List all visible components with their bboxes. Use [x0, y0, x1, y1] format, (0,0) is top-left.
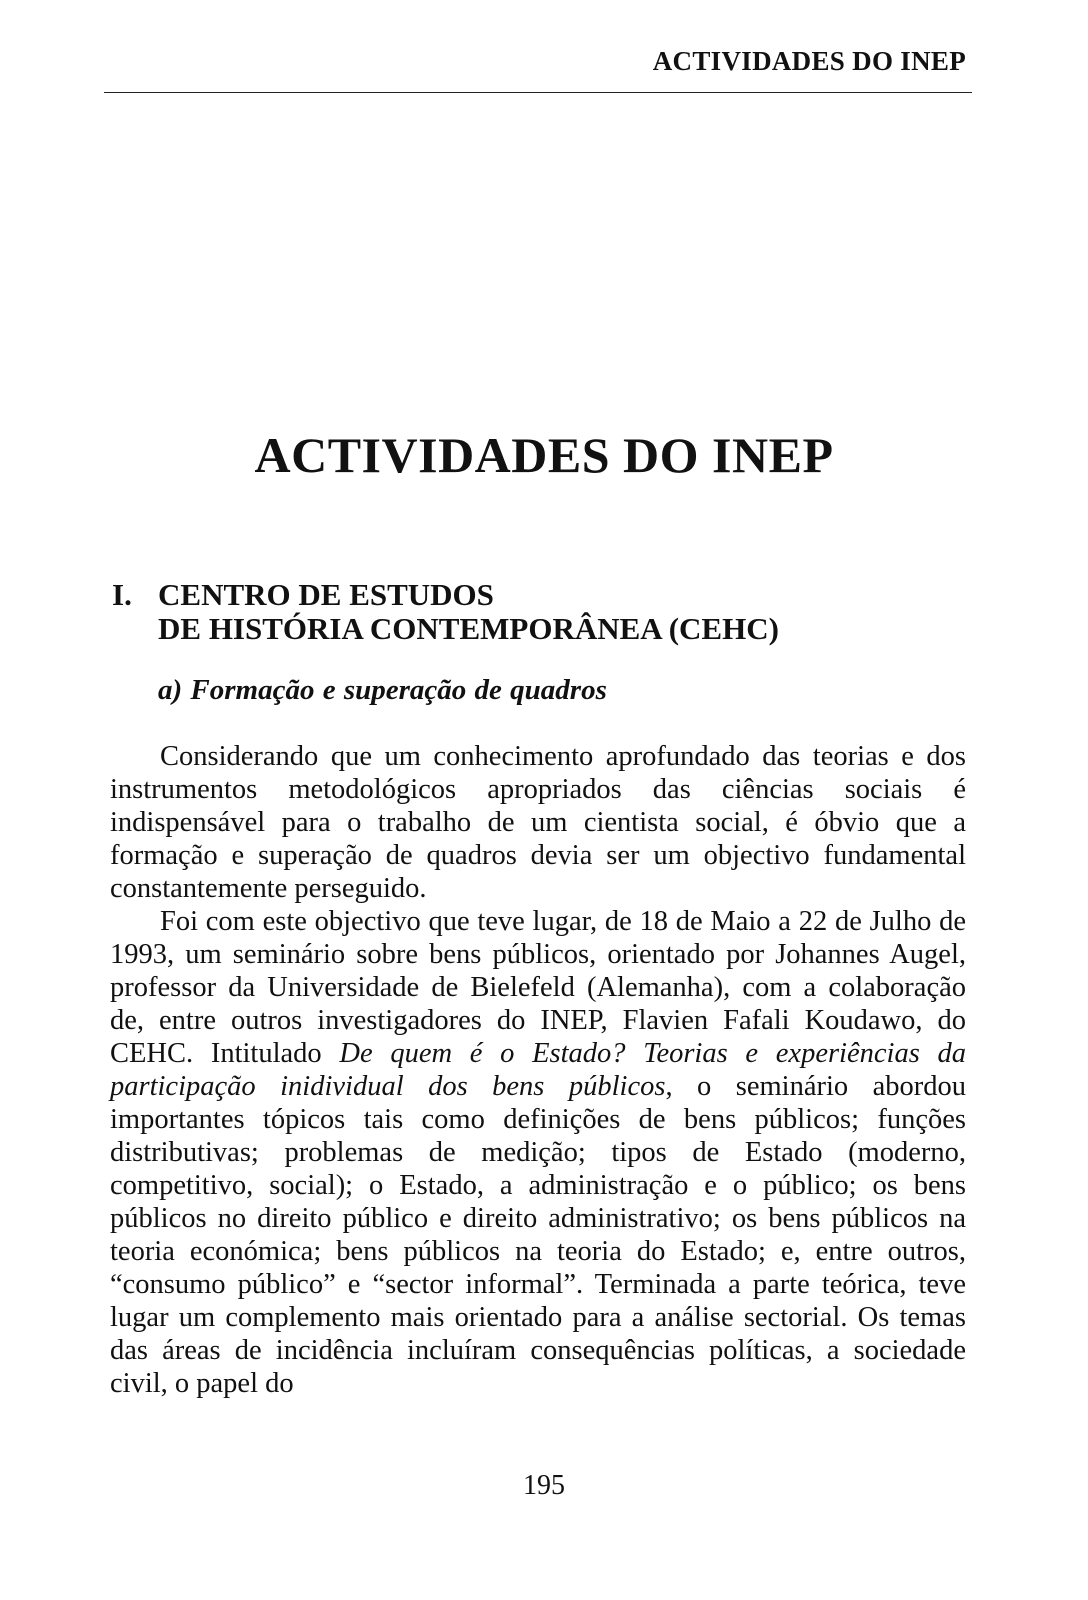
section-heading	[112, 578, 779, 646]
section-title-line1: CENTRO DE ESTUDOS	[158, 577, 494, 612]
page-number: 195	[523, 1470, 565, 1501]
running-head: ACTIVIDADES DO INEP	[652, 46, 966, 76]
paragraph-2-part-1: Foi com este objectivo que teve lugar, de 18 de Maio a 22 de Julho de 1993, um seminário sobre bens públicos, orientado por Johannes Augel, professor da Universidade de Bielefeld (Alemanha), com a colaboração de, entre outros investigadores do INEP, Flavien Fafali Koudawo, do CEHC. Intitulado	[110, 906, 966, 1069]
section-title-line2: DE HISTÓRIA CONTEMPORÂNEA (CEHC)	[158, 611, 779, 646]
section-number: I.	[112, 577, 132, 612]
paragraph-2-part-2: , o seminário abordou importantes tópicos tais como definições de bens públicos; funções distributivas; problemas de medição; tipos de Estado (moderno, competitivo, social); o Estado, a administração e o público; os bens públicos no direito público e direito administrativo; os bens públicos na teoria económica; bens públicos na teoria do Estado; e, entre outros, “consumo público” e “sector informal”. Terminada a parte teórica, teve lugar um complemento mais orientado para a análise sectorial. Os temas das áreas de incidência incluíram consequências políticas, a sociedade civil, o papel do	[110, 1071, 967, 1399]
subsection-heading: a) Formação e superação de quadros	[158, 674, 607, 706]
seminar-title: De quem é o Estado? Teorias e experiências da participação inidividual dos bens públicos	[110, 1038, 966, 1102]
body-text	[110, 740, 966, 1400]
paragraph-2	[110, 905, 966, 1400]
page-title: ACTIVIDADES DO INEP	[254, 427, 834, 483]
header-rule	[104, 92, 972, 93]
paragraph-1: Considerando que um conhecimento aprofundado das teorias e dos instrumentos metodológicos apropriados das ciências sociais é indispensável para o trabalho de um cientista social, é óbvio que a formação e superação de quadros devia ser um objectivo fundamental constantemente perseguido.	[110, 741, 966, 904]
